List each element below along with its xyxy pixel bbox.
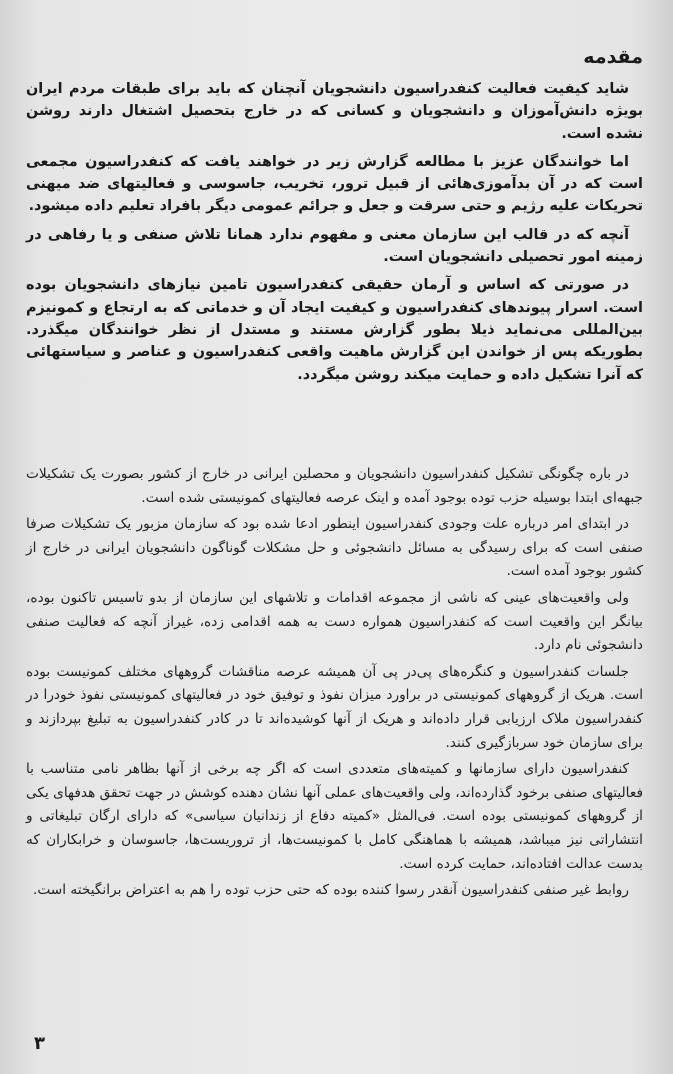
paragraph: در ابتدای امر درباره علت وجودی کنفدراسیون اینطور ادعا شده بود که سازمان مزبور یک تشکیلات صرفا صنفی است که برای رسیدگی به مسائل دانشجوئی و حل مشکلات گوناگون دانشجویان ایرانی در خارج از کشور بوجود آمده است.	[26, 516, 643, 580]
paragraph: در صورتی که اساس و آرمان حقیقی کنفدراسیون تامین نیازهای دانشجویان بوده است. اسرار پیوندهای کنفدراسیون و کیفیت ایجاد آن و خدماتی که به ارتجاع و کمونیزم بین‌المللی می‌نماید ذیلا بطور گزارش مستند و مستدل از نظر خوانندگان میگذرد. بطوریکه پس از خواندن این گزارش ماهیت واقعی کنفدراسیون و عناصر و سیاستهائی که آنرا تشکیل داده و حمایت میکند روشن میگردد.	[26, 277, 643, 383]
section-one	[26, 78, 643, 392]
paragraph: ولی واقعیت‌های عینی که ناشی از مجموعه اقدامات و تلاشهای این سازمان از بدو تاسیس تاکنون بوده، بیانگر این واقعیت است که کنفدراسیون همواره دست به همه اقدامی زده، غیراز آنچه که فعالیت صنفی دانشجوئی نام دارد.	[26, 589, 643, 654]
paragraph: آنچه که در قالب این سازمان معنی و مفهوم ندارد همانا تلاش صنفی و یا رفاهی در زمینه امور تحصیلی دانشجویان است.	[26, 226, 643, 266]
paragraph: شاید کیفیت فعالیت کنفدراسیون دانشجویان آنچنان که باید برای طبقات مردم ایران بویژه دانش‌آموزان و دانشجویان و کسانی که در خارج بتحصیل اشتغال دارند روشن نشده است.	[26, 81, 643, 142]
paragraph: اما خوانندگان عزیز با مطالعه گزارش زیر در خواهند یافت که کنفدراسیون مجمعی است که در آن بدآموزی‌هائی از قبیل ترور، تخریب، جاسوسی و فعالیتهای ضد میهنی تحریکات علیه رژیم و حتی سرقت و جعل و جرائم عمومی دیگر بافراد تعلیم داده میشود.	[26, 153, 643, 215]
paragraph: کنفدراسیون دارای سازمانها و کمیته‌های متعددی است که اگر چه برخی از آنها بظاهر نامی متناسب با فعالیتهای صنفی برخود گذارده‌اند، ولی واقعیت‌های عملی آنها نشان دهنده کوشش در جهت تحقق هدفهای یکی از گروههای کمونیستی بوده است. فی‌المثل «کمیته دفاع از زندانیان سیاسی» که دارای ارگان تبلیغاتی و انتشاراتی نیز میباشد، همیشه با هماهنگی کامل با کمونیست‌ها، از تروریست‌ها، جاسوسان و خرابکاران که بدست عدالت افتاده‌اند، حمایت کرده است.	[26, 761, 643, 872]
section-two	[26, 463, 643, 906]
page-title: مقدمه	[583, 46, 643, 68]
paragraph: روابط غیر صنفی کنفدراسیون آنقدر رسوا کننده بوده که حتی حزب توده را هم به اعتراض برانگیخته است.	[33, 882, 629, 899]
page-number: ۳	[34, 1033, 45, 1054]
paragraph: در باره چگونگی تشکیل کنفدراسیون دانشجویان و محصلین ایرانی در خارج از کشور بصورت یک تشکیلات جبهه‌ای ابتدا بوسیله حزب توده بوجود آمده و اینک عرصه فعالیتهای کمونیستی شده است.	[26, 466, 643, 506]
paragraph: جلسات کنفدراسیون و کنگره‌های پی‌در پی آن همیشه عرصه مناقشات گروههای مختلف کمونیست بوده است. هریک از گروههای کمونیستی در براورد میزان نفوذ و توفیق خود در فعالیتهای کمونیستی نفوذ خودرا در کنفدراسیون ملاک ارزیابی قرار داده‌اند و هریک از آنها کوشیده‌اند تا در کادر کنفدراسیون به تبلیغ بپردازند و برای سازمان خود سربازگیری کنند.	[26, 663, 643, 751]
